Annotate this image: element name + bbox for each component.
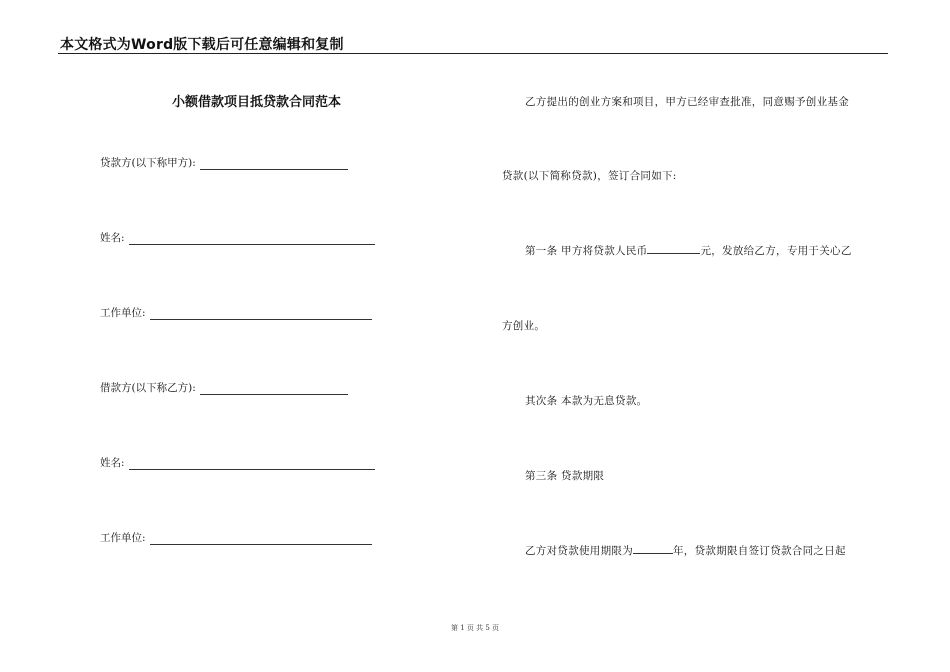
borrower-name-field [100,455,375,470]
term-blank [633,543,673,554]
article-3-heading: 第三条 贷款期限 [525,470,605,482]
lender-employer-label: 工作单位: [100,307,146,319]
article-1-text-a: 第一条 甲方将贷款人民币 [525,245,648,257]
article-1 [525,243,852,258]
lender-name-field [100,230,375,245]
lender-name-blank [129,234,375,245]
borrower-name-label: 姓名: [100,457,125,469]
amount-blank [647,243,700,254]
article-3-text-b: 年，贷款期限自签订贷款合同之日起 [673,545,846,557]
lender-name-label: 姓名: [100,232,125,244]
document-title: 小额借款项目抵贷款合同范本 [172,95,342,110]
lender-field [100,155,348,170]
paragraph-intro: 乙方提出的创业方案和项目，甲方已经审查批准，同意赐予创业基金 [525,96,849,108]
header-title: 本文格式为Word版下载后可任意编辑和复制 [60,37,344,53]
borrower-blank [200,384,348,395]
article-3-term [525,543,846,558]
lender-employer-blank [150,309,372,320]
lender-employer-field [100,305,372,320]
borrower-name-blank [129,459,375,470]
article-1-cont: 方创业。 [502,320,546,332]
lender-label: 贷款方(以下称甲方): [100,157,196,169]
lender-blank [200,159,348,170]
borrower-employer-blank [150,534,372,545]
article-1-text-b: 元，发放给乙方，专用于关心乙 [700,245,852,257]
article-3-text-a: 乙方对贷款使用期限为 [525,545,633,557]
borrower-field [100,380,348,395]
paragraph-intro-cont: 贷款(以下简称贷款)，签订合同如下: [502,170,677,182]
header-divider [58,53,888,54]
borrower-employer-label: 工作单位: [100,532,146,544]
article-2: 其次条 本款为无息贷款。 [525,395,648,407]
page-number: 第 1 页 共 5 页 [450,624,500,632]
borrower-employer-field [100,530,372,545]
borrower-label: 借款方(以下称乙方): [100,382,196,394]
